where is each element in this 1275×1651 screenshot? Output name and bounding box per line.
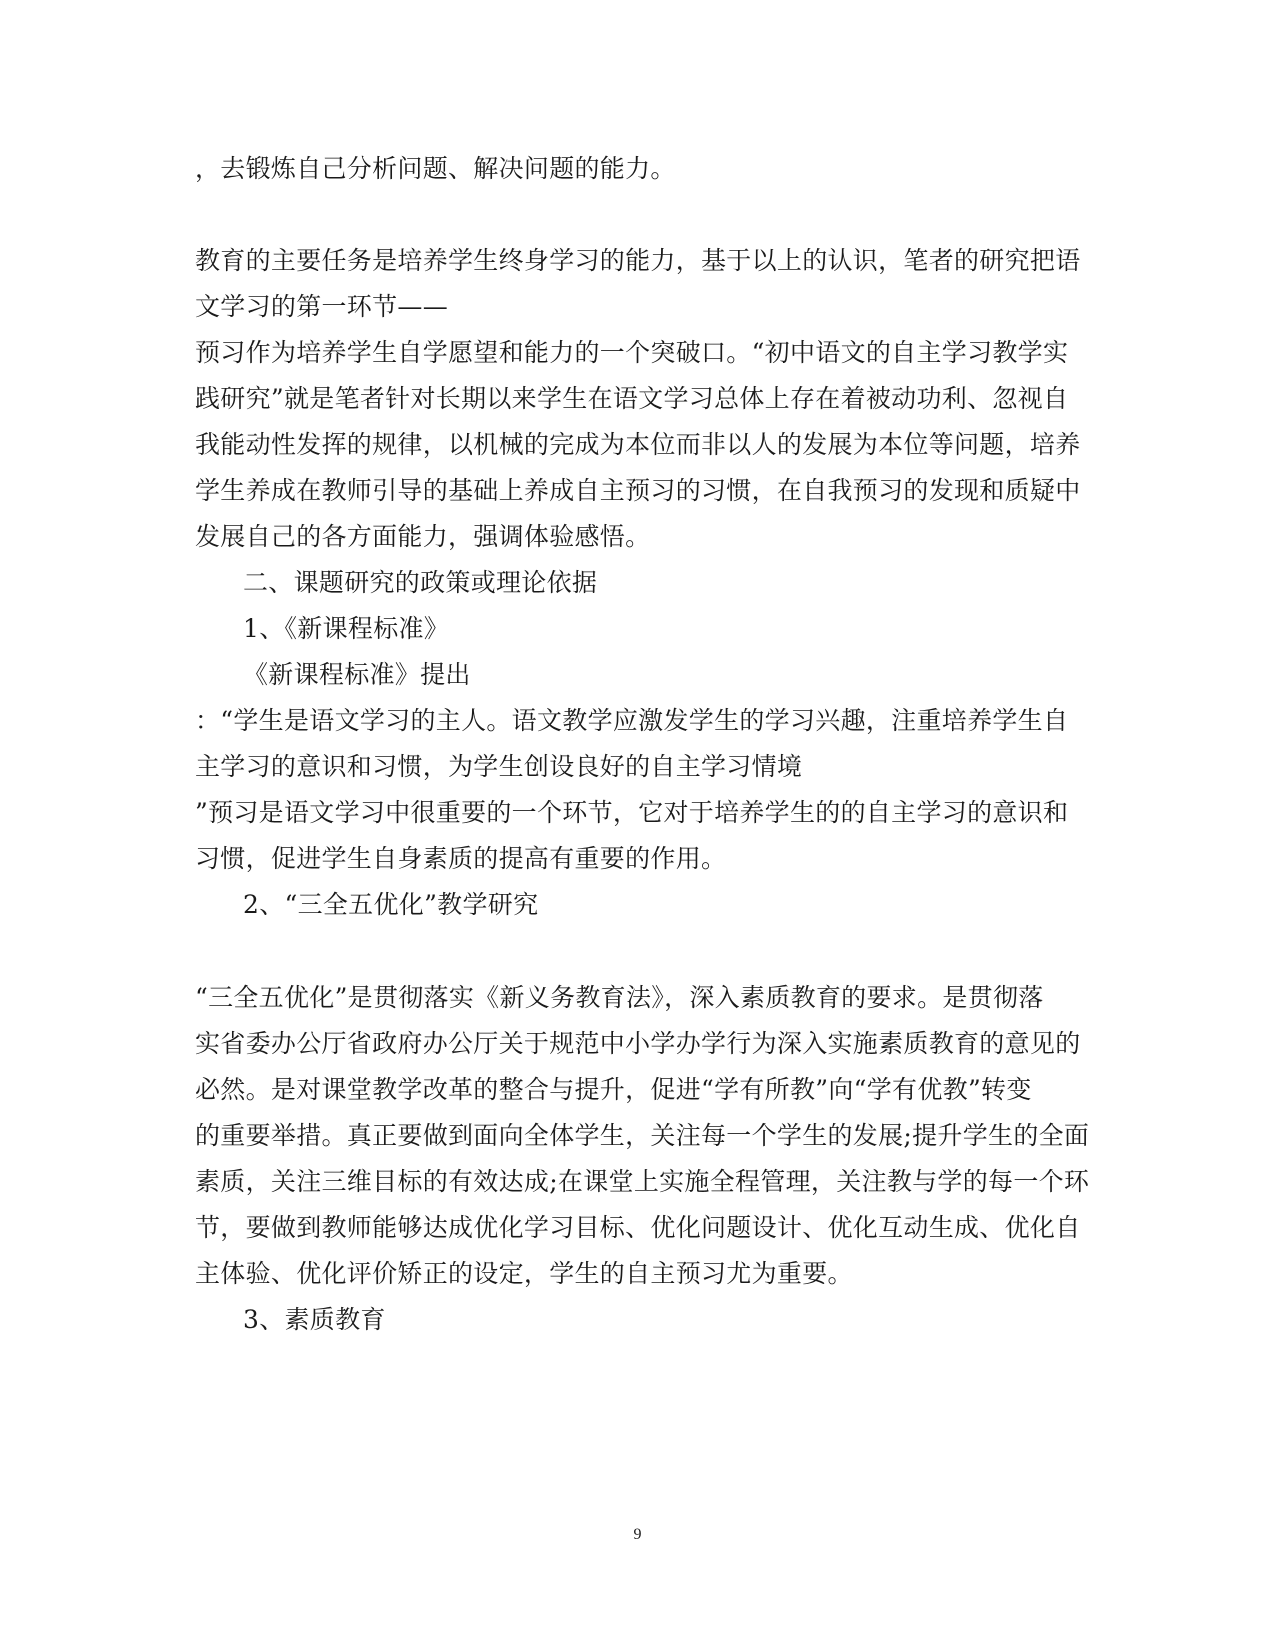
text-line-22: 节，要做到教师能够达成优化学习目标、优化问题设计、优化互动生成、优化自 xyxy=(195,1213,1081,1242)
text-line-2: 教育的主要任务是培养学生终身学习的能力，基于以上的认识，笔者的研究把语 xyxy=(195,246,1081,275)
text-line-1: ，去锻炼自己分析问题、解决问题的能力。 xyxy=(195,154,676,183)
section-heading-2: 二、课题研究的政策或理论依据 xyxy=(243,568,598,597)
text-line-12: ：“学生是语文学习的主人。语文教学应激发学生的学习兴趣，注重培养学生自 xyxy=(195,706,1069,735)
page-number: 9 xyxy=(633,1526,642,1543)
text-line-7: 学生养成在教师引导的基础上养成自主预习的习惯，在自我预习的发现和质疑中 xyxy=(195,476,1081,505)
text-line-6: 我能动性发挥的规律，以机械的完成为本位而非以人的发展为本位等问题，培养 xyxy=(195,430,1081,459)
text-line-15: 习惯，促进学生自身素质的提高有重要的作用。 xyxy=(195,844,727,873)
text-line-18: 实省委办公厅省政府办公厅关于规范中小学办学行为深入实施素质教育的意见的 xyxy=(195,1029,1081,1058)
subsection-heading-1: 1、《新课程标准》 xyxy=(243,614,450,643)
text-line-21: 素质，关注三维目标的有效达成;在课堂上实施全程管理，关注教与学的每一个环 xyxy=(195,1167,1090,1196)
text-line-4: 预习作为培养学生自学愿望和能力的一个突破口。“初中语文的自主学习教学实 xyxy=(195,338,1069,367)
text-line-8: 发展自己的各方面能力，强调体验感悟。 xyxy=(195,522,651,551)
subsection-heading-3: 3、素质教育 xyxy=(243,1305,386,1334)
text-line-14: ”预习是语文学习中很重要的一个环节，它对于培养学生的的自主学习的意识和 xyxy=(195,798,1069,827)
text-line-17: “三全五优化”是贯彻落实《新义务教育法》，深入素质教育的要求。是贯彻落 xyxy=(195,983,1044,1012)
text-line-20: 的重要举措。真正要做到面向全体学生，关注每一个学生的发展;提升学生的全面 xyxy=(195,1121,1090,1150)
text-line-23: 主体验、优化评价矫正的设定，学生的自主预习尤为重要。 xyxy=(195,1259,853,1288)
text-line-19: 必然。是对课堂教学改革的整合与提升，促进“学有所教”向“学有优教”转变 xyxy=(195,1075,1032,1104)
subsection-heading-2: 2、“三全五优化”教学研究 xyxy=(243,890,539,919)
text-line-3: 文学习的第一环节—— xyxy=(195,292,449,321)
text-line-13: 主学习的意识和习惯，为学生创设良好的自主学习情境 xyxy=(195,752,803,781)
text-line-11: 《新课程标准》提出 xyxy=(243,660,471,689)
text-line-5: 践研究”就是笔者针对长期以来学生在语文学习总体上存在着被动功利、忽视自 xyxy=(195,384,1069,413)
